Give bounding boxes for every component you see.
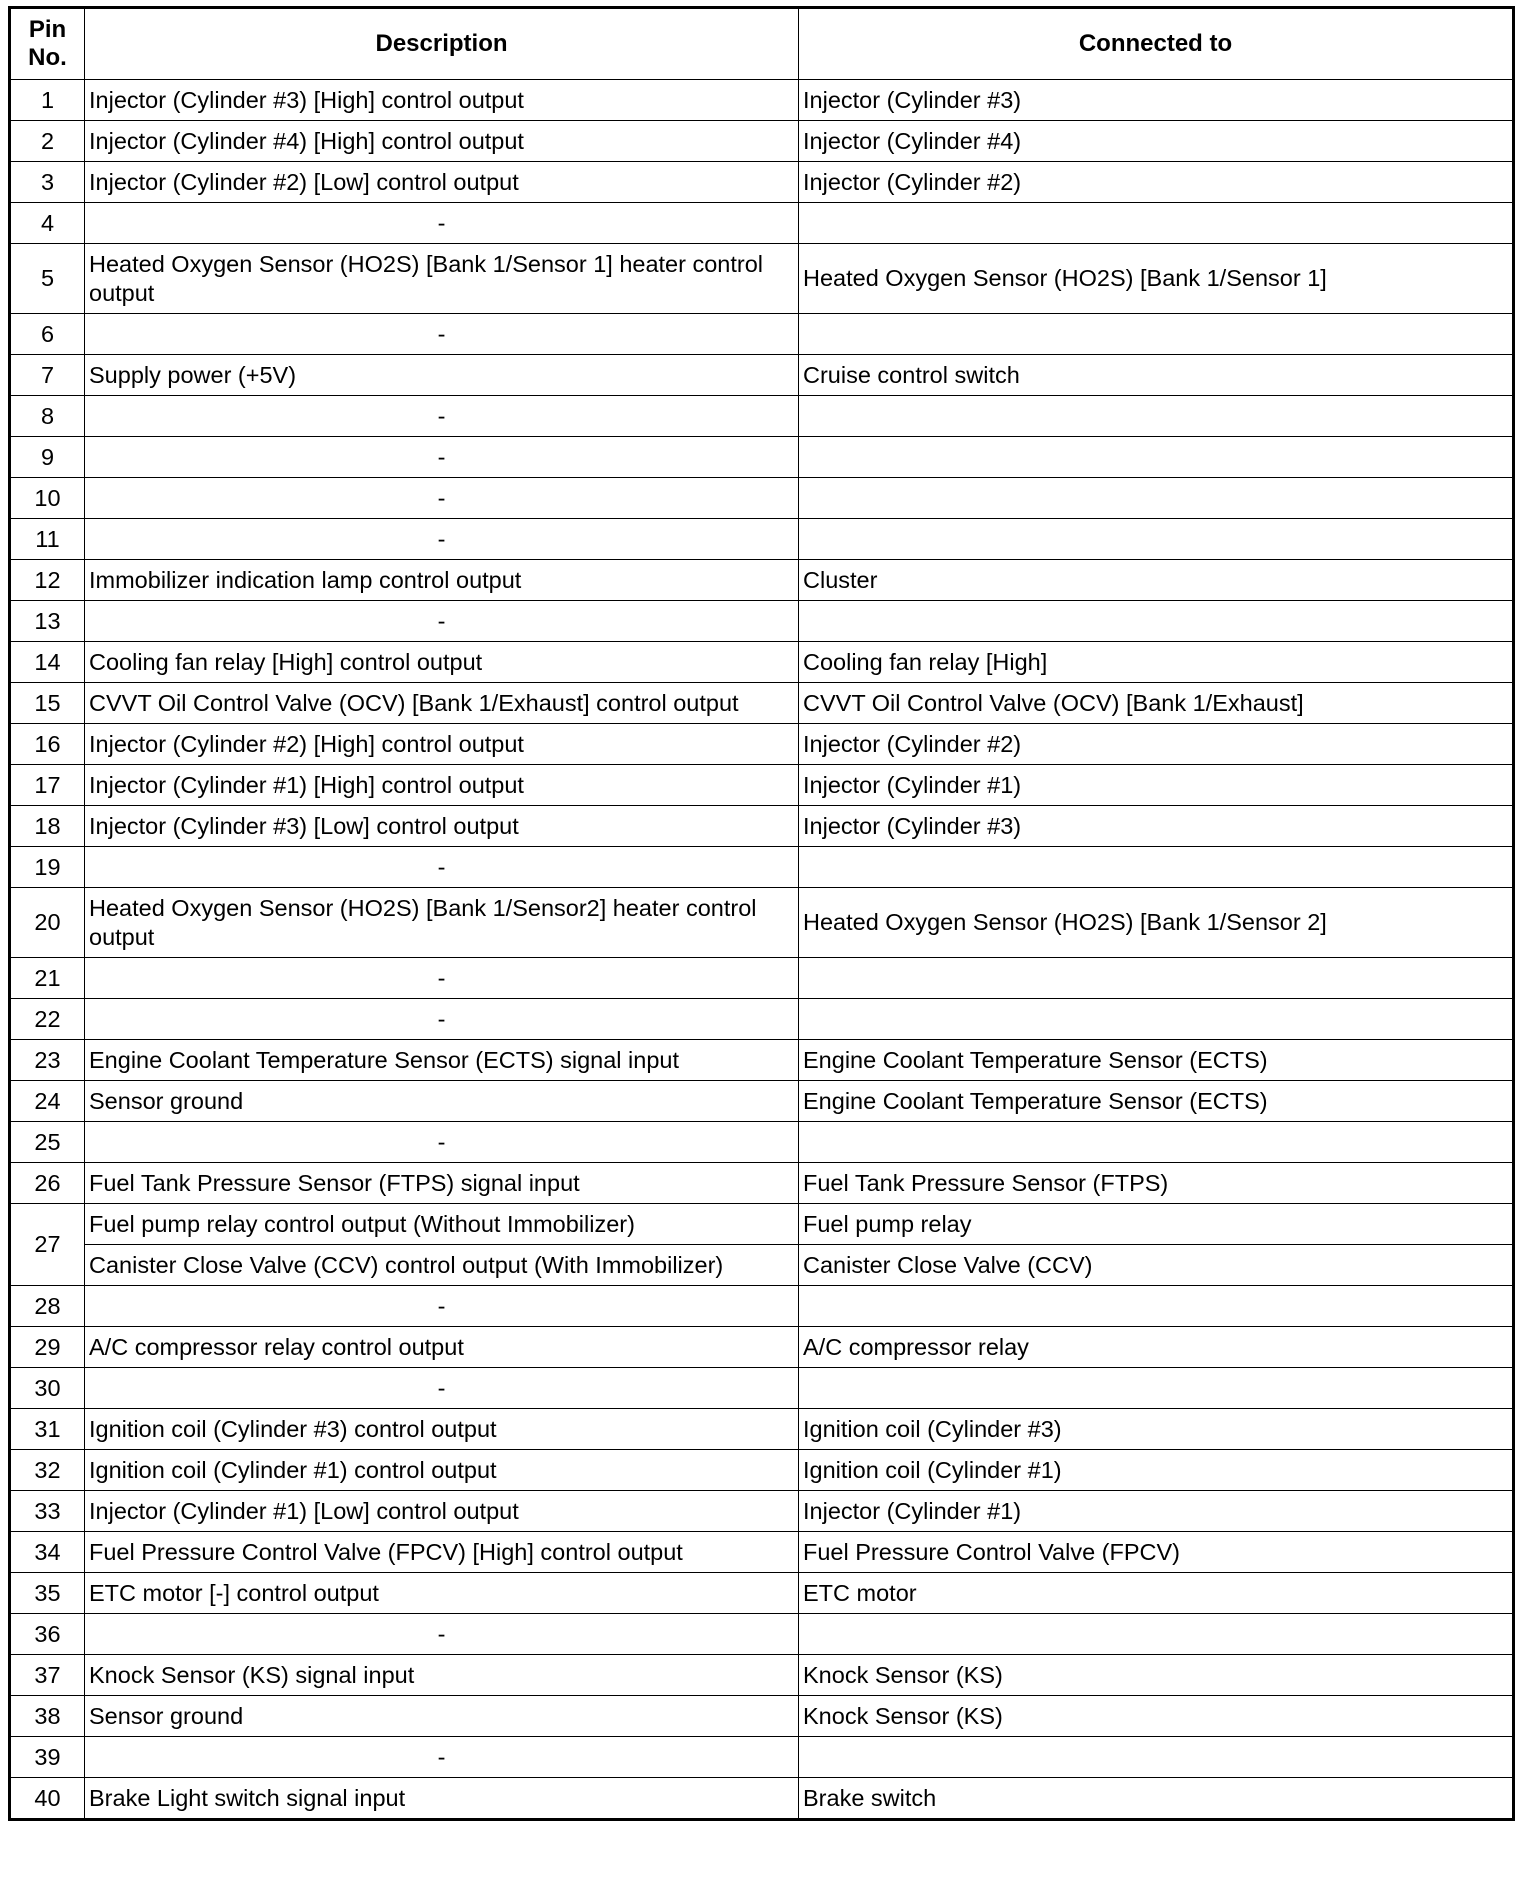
header-pin-line1: Pin xyxy=(28,16,67,43)
table-row xyxy=(10,478,1514,519)
description-cell: Canister Close Valve (CCV) control output (With Immobilizer) xyxy=(85,1245,799,1286)
pin-number-cell: 14 xyxy=(10,642,85,683)
description-cell: A/C compressor relay control output xyxy=(85,1327,799,1368)
pin-number-cell: 1 xyxy=(10,80,85,121)
connected-to-cell: Cooling fan relay [High] xyxy=(799,642,1514,683)
table-row xyxy=(10,519,1514,560)
connected-to-cell: ETC motor xyxy=(799,1573,1514,1614)
description-cell: - xyxy=(85,1614,799,1655)
description-cell: Fuel Tank Pressure Sensor (FTPS) signal input xyxy=(85,1163,799,1204)
table-row xyxy=(10,1204,1514,1245)
connected-to-cell xyxy=(799,519,1514,560)
description-cell: Injector (Cylinder #4) [High] control output xyxy=(85,121,799,162)
connected-to-cell: Ignition coil (Cylinder #1) xyxy=(799,1450,1514,1491)
description-cell: ETC motor [-] control output xyxy=(85,1573,799,1614)
connected-to-cell: CVVT Oil Control Valve (OCV) [Bank 1/Exhaust] xyxy=(799,683,1514,724)
description-cell: Injector (Cylinder #3) [Low] control output xyxy=(85,806,799,847)
description-cell: CVVT Oil Control Valve (OCV) [Bank 1/Exhaust] control output xyxy=(85,683,799,724)
pin-number-cell: 5 xyxy=(10,244,85,314)
table-row xyxy=(10,1491,1514,1532)
connected-to-cell: Injector (Cylinder #2) xyxy=(799,162,1514,203)
table-row xyxy=(10,806,1514,847)
connected-to-cell: Brake switch xyxy=(799,1778,1514,1820)
pin-number-cell: 28 xyxy=(10,1286,85,1327)
connected-to-cell xyxy=(799,478,1514,519)
description-cell: - xyxy=(85,519,799,560)
connected-to-cell: Engine Coolant Temperature Sensor (ECTS) xyxy=(799,1081,1514,1122)
description-cell: Ignition coil (Cylinder #3) control output xyxy=(85,1409,799,1450)
connected-to-cell xyxy=(799,203,1514,244)
pin-number-cell: 31 xyxy=(10,1409,85,1450)
table-row xyxy=(10,601,1514,642)
description-cell: Sensor ground xyxy=(85,1081,799,1122)
pin-number-cell: 39 xyxy=(10,1737,85,1778)
table-row xyxy=(10,1409,1514,1450)
connected-to-cell: Ignition coil (Cylinder #3) xyxy=(799,1409,1514,1450)
connected-to-cell: Injector (Cylinder #3) xyxy=(799,80,1514,121)
table-row xyxy=(10,1655,1514,1696)
connected-to-cell: Cluster xyxy=(799,560,1514,601)
description-cell: - xyxy=(85,437,799,478)
table-row xyxy=(10,999,1514,1040)
pin-number-cell: 37 xyxy=(10,1655,85,1696)
pin-number-cell: 34 xyxy=(10,1532,85,1573)
table-row xyxy=(10,724,1514,765)
table-row xyxy=(10,958,1514,999)
description-cell: Injector (Cylinder #3) [High] control output xyxy=(85,80,799,121)
pin-number-cell: 15 xyxy=(10,683,85,724)
connected-to-cell: Fuel Tank Pressure Sensor (FTPS) xyxy=(799,1163,1514,1204)
table-row xyxy=(10,642,1514,683)
pin-number-cell: 36 xyxy=(10,1614,85,1655)
connected-to-cell: Injector (Cylinder #1) xyxy=(799,765,1514,806)
pin-number-cell: 26 xyxy=(10,1163,85,1204)
table-body xyxy=(10,80,1514,1820)
pin-number-cell: 22 xyxy=(10,999,85,1040)
connected-to-cell xyxy=(799,958,1514,999)
description-cell: - xyxy=(85,314,799,355)
table-row xyxy=(10,244,1514,314)
pin-number-cell: 29 xyxy=(10,1327,85,1368)
connected-to-cell xyxy=(799,396,1514,437)
pin-number-cell: 4 xyxy=(10,203,85,244)
connected-to-cell xyxy=(799,1368,1514,1409)
connected-to-cell: Injector (Cylinder #1) xyxy=(799,1491,1514,1532)
header-connected-to: Connected to xyxy=(799,8,1514,80)
description-cell: Immobilizer indication lamp control output xyxy=(85,560,799,601)
table-row xyxy=(10,355,1514,396)
table-row xyxy=(10,1573,1514,1614)
connected-to-cell xyxy=(799,1614,1514,1655)
connected-to-cell xyxy=(799,1122,1514,1163)
pin-number-cell: 25 xyxy=(10,1122,85,1163)
header-pin-line2: No. xyxy=(28,44,67,71)
table-row xyxy=(10,1081,1514,1122)
header-pin-no xyxy=(10,8,85,80)
pin-number-cell: 13 xyxy=(10,601,85,642)
table-header-row xyxy=(10,8,1514,80)
table-row xyxy=(10,1737,1514,1778)
table-row xyxy=(10,121,1514,162)
table-row xyxy=(10,1778,1514,1820)
header-description: Description xyxy=(85,8,799,80)
connected-to-cell xyxy=(799,437,1514,478)
pin-table xyxy=(8,6,1515,1821)
connected-to-cell: Injector (Cylinder #2) xyxy=(799,724,1514,765)
description-cell: - xyxy=(85,999,799,1040)
connected-to-cell xyxy=(799,1737,1514,1778)
pin-number-cell: 23 xyxy=(10,1040,85,1081)
pin-number-cell: 9 xyxy=(10,437,85,478)
pin-number-cell: 20 xyxy=(10,888,85,958)
description-cell: - xyxy=(85,601,799,642)
connected-to-cell xyxy=(799,601,1514,642)
table-row xyxy=(10,683,1514,724)
table-row xyxy=(10,437,1514,478)
connected-to-cell: Injector (Cylinder #3) xyxy=(799,806,1514,847)
description-cell: Heated Oxygen Sensor (HO2S) [Bank 1/Sensor2] heater control output xyxy=(85,888,799,958)
connected-to-cell: Fuel Pressure Control Valve (FPCV) xyxy=(799,1532,1514,1573)
pin-number-cell: 38 xyxy=(10,1696,85,1737)
pin-number-cell: 27 xyxy=(10,1204,85,1286)
description-cell: Heated Oxygen Sensor (HO2S) [Bank 1/Sensor 1] heater control output xyxy=(85,244,799,314)
description-cell: - xyxy=(85,847,799,888)
description-cell: - xyxy=(85,203,799,244)
table-row xyxy=(10,314,1514,355)
connected-to-cell: Knock Sensor (KS) xyxy=(799,1655,1514,1696)
table-row xyxy=(10,560,1514,601)
description-cell: Ignition coil (Cylinder #1) control output xyxy=(85,1450,799,1491)
table-row xyxy=(10,80,1514,121)
description-cell: Injector (Cylinder #1) [High] control output xyxy=(85,765,799,806)
pin-table-container xyxy=(8,6,1512,1821)
description-cell: Fuel Pressure Control Valve (FPCV) [High] control output xyxy=(85,1532,799,1573)
pin-number-cell: 2 xyxy=(10,121,85,162)
pin-number-cell: 6 xyxy=(10,314,85,355)
table-row xyxy=(10,1122,1514,1163)
table-row xyxy=(10,1532,1514,1573)
description-cell: - xyxy=(85,1737,799,1778)
table-row xyxy=(10,203,1514,244)
table-row xyxy=(10,1040,1514,1081)
pin-number-cell: 7 xyxy=(10,355,85,396)
description-cell: - xyxy=(85,1122,799,1163)
connected-to-cell: A/C compressor relay xyxy=(799,1327,1514,1368)
table-row xyxy=(10,847,1514,888)
description-cell: Supply power (+5V) xyxy=(85,355,799,396)
description-cell: - xyxy=(85,396,799,437)
pin-number-cell: 8 xyxy=(10,396,85,437)
description-cell: Injector (Cylinder #2) [High] control output xyxy=(85,724,799,765)
description-cell: Knock Sensor (KS) signal input xyxy=(85,1655,799,1696)
table-row xyxy=(10,1245,1514,1286)
connected-to-cell xyxy=(799,847,1514,888)
connected-to-cell: Cruise control switch xyxy=(799,355,1514,396)
pin-number-cell: 10 xyxy=(10,478,85,519)
table-row xyxy=(10,1327,1514,1368)
pin-number-cell: 19 xyxy=(10,847,85,888)
table-row xyxy=(10,888,1514,958)
table-row xyxy=(10,1696,1514,1737)
pin-number-cell: 17 xyxy=(10,765,85,806)
description-cell: Engine Coolant Temperature Sensor (ECTS) signal input xyxy=(85,1040,799,1081)
table-row xyxy=(10,1450,1514,1491)
description-cell: Fuel pump relay control output (Without Immobilizer) xyxy=(85,1204,799,1245)
connected-to-cell: Heated Oxygen Sensor (HO2S) [Bank 1/Sensor 2] xyxy=(799,888,1514,958)
pin-number-cell: 33 xyxy=(10,1491,85,1532)
table-row xyxy=(10,162,1514,203)
connected-to-cell: Heated Oxygen Sensor (HO2S) [Bank 1/Sensor 1] xyxy=(799,244,1514,314)
connected-to-cell: Fuel pump relay xyxy=(799,1204,1514,1245)
description-cell: Injector (Cylinder #1) [Low] control output xyxy=(85,1491,799,1532)
table-row xyxy=(10,1614,1514,1655)
table-row xyxy=(10,1163,1514,1204)
pin-number-cell: 30 xyxy=(10,1368,85,1409)
connected-to-cell: Knock Sensor (KS) xyxy=(799,1696,1514,1737)
table-row xyxy=(10,1286,1514,1327)
pin-number-cell: 21 xyxy=(10,958,85,999)
table-row xyxy=(10,396,1514,437)
connected-to-cell: Canister Close Valve (CCV) xyxy=(799,1245,1514,1286)
pin-number-cell: 3 xyxy=(10,162,85,203)
connected-to-cell xyxy=(799,1286,1514,1327)
pin-number-cell: 16 xyxy=(10,724,85,765)
description-cell: - xyxy=(85,958,799,999)
pin-number-cell: 24 xyxy=(10,1081,85,1122)
table-row xyxy=(10,1368,1514,1409)
description-cell: - xyxy=(85,478,799,519)
description-cell: Injector (Cylinder #2) [Low] control output xyxy=(85,162,799,203)
table-row xyxy=(10,765,1514,806)
connected-to-cell xyxy=(799,314,1514,355)
connected-to-cell xyxy=(799,999,1514,1040)
description-cell: Sensor ground xyxy=(85,1696,799,1737)
connected-to-cell: Engine Coolant Temperature Sensor (ECTS) xyxy=(799,1040,1514,1081)
pin-number-cell: 35 xyxy=(10,1573,85,1614)
description-cell: - xyxy=(85,1368,799,1409)
description-cell: Brake Light switch signal input xyxy=(85,1778,799,1820)
connected-to-cell: Injector (Cylinder #4) xyxy=(799,121,1514,162)
pin-number-cell: 40 xyxy=(10,1778,85,1820)
description-cell: - xyxy=(85,1286,799,1327)
pin-number-cell: 18 xyxy=(10,806,85,847)
pin-number-cell: 11 xyxy=(10,519,85,560)
pin-number-cell: 32 xyxy=(10,1450,85,1491)
description-cell: Cooling fan relay [High] control output xyxy=(85,642,799,683)
pin-number-cell: 12 xyxy=(10,560,85,601)
